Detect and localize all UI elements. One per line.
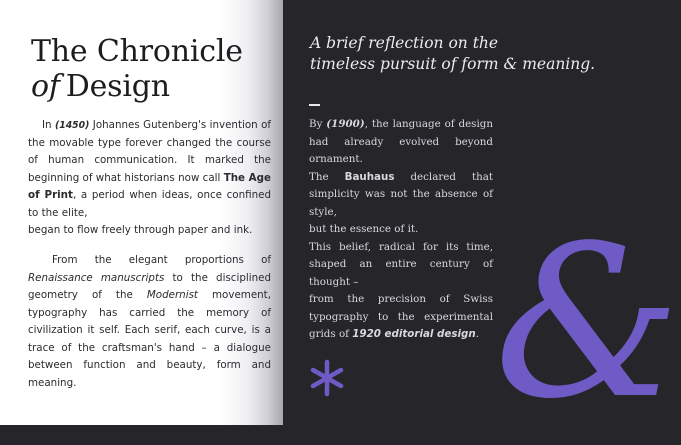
- tagline-line-2: timeless pursuit of form & meaning.: [310, 55, 596, 73]
- ampersand-glyph: &: [494, 200, 681, 445]
- title-design: Design: [65, 69, 170, 104]
- rp-by: By: [309, 118, 323, 130]
- rp-year: (1900): [326, 118, 365, 130]
- rp-line-b: [309, 169, 493, 222]
- left-page: [0, 0, 283, 425]
- bauhaus-paragraph: [309, 116, 493, 344]
- rp-line-e: [309, 291, 493, 344]
- title-of: of: [31, 69, 60, 104]
- p2-renaissance: Renaissance manuscripts: [28, 271, 165, 284]
- p2-mid: to the disciplined geometry of the: [28, 271, 271, 301]
- p1-age-of-print: The Age of Print: [28, 171, 271, 201]
- tagline-line-1: A brief reflection on the: [310, 34, 499, 52]
- dash-rule: [309, 104, 320, 106]
- p2-lead: From the elegant proportions of: [52, 254, 271, 266]
- p2-modernist: Modernist: [146, 289, 198, 301]
- page-title-line-2: [31, 69, 170, 104]
- page-title-line-1: The Chronicle: [31, 34, 243, 69]
- p1-last-line: began to flow freely through paper and ink.: [28, 224, 253, 236]
- intro-paragraph: [28, 117, 271, 240]
- rp-line-c: but the essence of it.: [309, 223, 419, 235]
- rp-editorial: 1920 editorial design: [352, 328, 476, 340]
- rp-end: .: [475, 328, 480, 340]
- p2-tail: movement, typography has carried the memory of civilization it self. Each serif, each curve, is a trace of the craftsman's hand – a dialogue between function and beauty, form and meaning.: [28, 289, 271, 389]
- rp-line-d: This belief, radical for its time, shaped an entire century of thought –: [309, 240, 493, 288]
- history-paragraph: [28, 252, 271, 392]
- p1-lead: In: [42, 119, 52, 131]
- rp-b: declared that simplicity was not the absence of style,: [309, 170, 493, 218]
- rp-the: The: [309, 170, 329, 183]
- rp-bauhaus: Bauhaus: [344, 170, 395, 183]
- rp-line-a: , the language of design had already evolved beyond ornament.: [309, 118, 493, 165]
- right-page: [283, 0, 681, 445]
- p1-tail: , a period when ideas, once confined to the elite,: [28, 189, 272, 219]
- p1-body: Johannes Gutenberg's invention of the movable type forever changed the course of human communication. It marked the beginning of what historians now call: [28, 119, 272, 184]
- asterisk-icon: [307, 358, 347, 398]
- rp-e: from the precision of Swiss typography to the experimental grids of: [309, 293, 493, 340]
- p1-year: (1450): [55, 120, 90, 131]
